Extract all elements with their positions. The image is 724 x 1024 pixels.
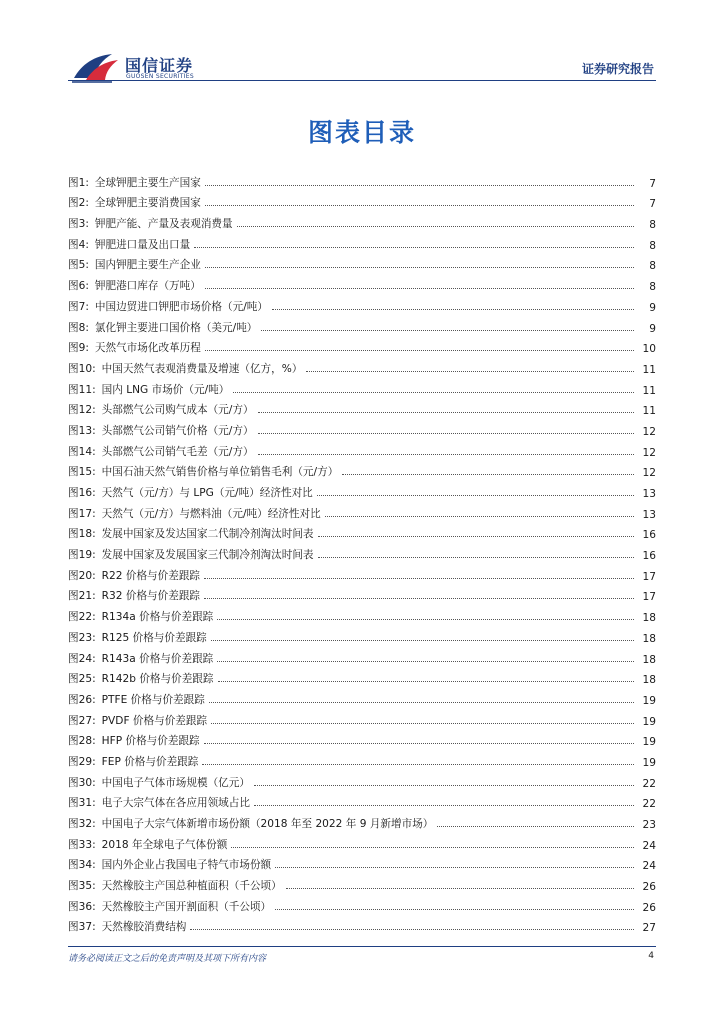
- toc-entry-title: 全球钾肥主要消费国家: [94, 197, 201, 210]
- toc-entry-leader: [205, 204, 634, 206]
- toc-entry[interactable]: [68, 790, 656, 811]
- toc-entry-page: 11: [642, 384, 656, 397]
- toc-entry-page: 18: [642, 632, 656, 645]
- toc-entry-label: 图11:: [68, 383, 96, 396]
- toc-entry-leader: [190, 928, 634, 930]
- toc-entry-leader: [272, 308, 634, 310]
- toc-entry[interactable]: [68, 231, 656, 252]
- toc-entry-label: 图1:: [68, 176, 89, 189]
- toc-entry-title: 国内 LNG 市场价（元/吨）: [101, 383, 230, 396]
- toc-entry-leader: [258, 453, 634, 455]
- toc-entry-page: 7: [649, 198, 656, 211]
- header-divider: [68, 80, 656, 81]
- toc-entry-page: 19: [642, 715, 656, 728]
- toc-entry-label: 图31:: [68, 797, 96, 810]
- guosen-logo-mark-icon: [72, 50, 120, 84]
- toc-entry-label: 图27:: [68, 714, 96, 727]
- toc-entry-leader: [233, 391, 634, 393]
- toc-entry-title: 中国天然气表观消费量及增速（亿方，%）: [101, 362, 303, 375]
- toc-entry-title: 头部燃气公司销气毛差（元/方）: [101, 445, 254, 458]
- toc-entry-page: 8: [649, 239, 656, 252]
- toc-entry[interactable]: [68, 459, 656, 480]
- toc-entry[interactable]: [68, 541, 656, 562]
- toc-entry[interactable]: [68, 335, 656, 356]
- guosen-logo: [72, 50, 232, 84]
- toc-entry[interactable]: [68, 438, 656, 459]
- toc-entry-label: 图4:: [68, 238, 89, 251]
- toc-entry-title: 全球钾肥主要生产国家: [94, 176, 201, 189]
- toc-entry-title: PVDF 价格与价差跟踪: [101, 714, 208, 727]
- toc-entry[interactable]: [68, 686, 656, 707]
- toc-entry-label: 图24:: [68, 652, 96, 665]
- toc-entry-page: 12: [642, 425, 656, 438]
- toc-entry-title: R125 价格与价差跟踪: [101, 631, 207, 644]
- toc-entry-title: PTFE 价格与价差跟踪: [101, 693, 205, 706]
- toc-entry-title: 钾肥港口库存（万吨）: [94, 280, 201, 293]
- toc-entry-leader: [209, 701, 634, 703]
- toc-entry-leader: [205, 349, 634, 351]
- page-title: 图表目录: [307, 118, 416, 147]
- toc-entry[interactable]: [68, 914, 656, 935]
- toc-entry-leader: [205, 184, 634, 186]
- toc-entry-label: 图20:: [68, 569, 96, 582]
- toc-entry-leader: [275, 866, 634, 868]
- toc-entry[interactable]: [68, 769, 656, 790]
- toc-entry-title: 天然橡胶主产国总种植面积（千公顷）: [101, 880, 282, 893]
- toc-entry[interactable]: [68, 810, 656, 831]
- toc-entry-label: 图9:: [68, 342, 89, 355]
- toc-entry-leader: [218, 680, 635, 682]
- toc-entry-page: 12: [642, 467, 656, 480]
- toc-entry-leader: [202, 763, 634, 765]
- toc-entry-leader: [317, 494, 634, 496]
- toc-entry-leader: [254, 784, 634, 786]
- toc-entry-leader: [258, 411, 634, 413]
- toc-entry-label: 图19:: [68, 549, 96, 562]
- toc-entry-leader: [211, 722, 634, 724]
- toc-entry[interactable]: [68, 169, 656, 190]
- toc-entry[interactable]: [68, 748, 656, 769]
- toc-entry-leader: [204, 577, 634, 579]
- figure-list: [68, 169, 656, 934]
- toc-entry-title: 天然气市场化改革历程: [94, 342, 201, 355]
- toc-entry-label: 图5:: [68, 259, 89, 272]
- toc-entry-page: 9: [649, 301, 656, 314]
- toc-entry-page: 23: [642, 819, 656, 831]
- toc-entry-page: 24: [642, 839, 656, 852]
- toc-entry-page: 19: [642, 694, 656, 707]
- toc-entry[interactable]: [68, 562, 656, 583]
- toc-entry-label: 图33:: [68, 838, 96, 851]
- toc-entry-page: 8: [649, 260, 656, 273]
- toc-entry-label: 图14:: [68, 445, 96, 458]
- toc-entry-page: 27: [642, 922, 656, 935]
- toc-entry[interactable]: [68, 645, 656, 666]
- report-type-label: 证券研究报告: [581, 62, 654, 76]
- toc-entry[interactable]: [68, 293, 656, 314]
- toc-entry[interactable]: [68, 893, 656, 914]
- toc-entry[interactable]: [68, 831, 656, 852]
- toc-entry-label: 图25:: [68, 673, 96, 686]
- toc-entry-page: 12: [642, 446, 656, 459]
- toc-entry-label: 图29:: [68, 755, 96, 768]
- toc-entry-page: 18: [642, 674, 656, 687]
- toc-entry[interactable]: [68, 417, 656, 438]
- toc-entry-label: 图22:: [68, 611, 96, 624]
- toc-entry-page: 24: [642, 860, 656, 873]
- toc-entry[interactable]: [68, 397, 656, 418]
- toc-entry-title: 中国边贸进口钾肥市场价格（元/吨）: [94, 300, 268, 313]
- toc-entry-page: 9: [649, 322, 656, 335]
- toc-entry-title: FEP 价格与价差跟踪: [101, 755, 199, 768]
- toc-entry-leader: [318, 535, 634, 537]
- toc-entry-page: 26: [642, 881, 656, 894]
- toc-entry-page: 26: [642, 901, 656, 914]
- toc-entry[interactable]: [68, 521, 656, 542]
- footer-disclaimer: 请务必阅读正文之后的免责声明及其项下所有内容: [68, 954, 267, 964]
- toc-entry-label: 图13:: [68, 424, 96, 437]
- toc-entry-leader: [194, 246, 634, 248]
- page-number: 4: [648, 951, 654, 961]
- footer-divider: [68, 946, 656, 947]
- toc-entry-title: 天然橡胶主产国开割面积（千公顷）: [101, 900, 272, 913]
- toc-entry-page: 10: [642, 343, 656, 356]
- toc-entry-label: 图21:: [68, 590, 96, 603]
- toc-entry-label: 图18:: [68, 528, 96, 541]
- toc-entry-title: R143a 价格与价差跟踪: [101, 652, 214, 665]
- toc-entry-title: 电子大宗气体在各应用领域占比: [101, 797, 250, 810]
- toc-entry-leader: [205, 266, 634, 268]
- toc-entry-label: 图34:: [68, 859, 96, 872]
- toc-entry-label: 图23:: [68, 631, 96, 644]
- toc-entry-title: 发展中国家及发达国家二代制冷剂淘汰时间表: [101, 528, 314, 541]
- toc-entry-leader: [211, 639, 634, 641]
- toc-entry-page: 19: [642, 756, 656, 769]
- toc-entry-label: 图6:: [68, 280, 89, 293]
- toc-entry-page: 22: [642, 798, 656, 811]
- toc-entry-label: 图15:: [68, 466, 96, 479]
- toc-entry-leader: [205, 287, 634, 289]
- toc-entry-page: 17: [642, 570, 656, 583]
- toc-entry-title: 钾肥进口量及出口量: [94, 238, 191, 251]
- toc-entry[interactable]: [68, 190, 656, 211]
- toc-entry-label: 图8:: [68, 321, 89, 334]
- toc-entry-leader: [325, 515, 634, 517]
- toc-entry-leader: [231, 846, 634, 848]
- toc-entry[interactable]: [68, 314, 656, 335]
- toc-entry-label: 图28:: [68, 735, 96, 748]
- toc-entry-title: 国内钾肥主要生产企业: [94, 259, 201, 272]
- toc-entry-label: 图37:: [68, 921, 96, 934]
- toc-entry[interactable]: [68, 603, 656, 624]
- toc-entry[interactable]: [68, 355, 656, 376]
- toc-entry[interactable]: [68, 500, 656, 521]
- toc-entry-page: 16: [642, 529, 656, 542]
- toc-entry-leader: [204, 742, 634, 744]
- toc-entry-label: 图2:: [68, 197, 89, 210]
- toc-entry[interactable]: [68, 852, 656, 873]
- toc-entry[interactable]: [68, 376, 656, 397]
- toc-entry-page: 16: [642, 550, 656, 563]
- toc-entry-leader: [261, 329, 634, 331]
- toc-entry-title: R32 价格与价差跟踪: [101, 590, 201, 603]
- toc-entry-leader: [217, 618, 634, 620]
- toc-entry-title: 2018 年全球电子气体份额: [101, 838, 228, 851]
- toc-entry-title: 头部燃气公司销气价格（元/方）: [101, 424, 254, 437]
- toc-entry-page: 13: [642, 508, 656, 521]
- toc-entry-title: 国内外企业占我国电子特气市场份额: [101, 859, 272, 872]
- toc-entry-page: 11: [642, 363, 656, 376]
- toc-entry-page: 22: [642, 777, 656, 790]
- toc-entry-title: 中国电子大宗气体新增市场份额（2018 年至 2022 年 9 月新增市场）: [101, 818, 434, 830]
- toc-entry-leader: [237, 225, 634, 227]
- toc-entry-label: 图10:: [68, 362, 96, 375]
- toc-entry-leader: [258, 432, 634, 434]
- page-header: [0, 0, 724, 90]
- toc-entry-label: 图3:: [68, 218, 89, 231]
- toc-entry[interactable]: [68, 210, 656, 231]
- toc-entry-page: 18: [642, 612, 656, 625]
- toc-entry[interactable]: [68, 872, 656, 893]
- toc-entry-page: 11: [642, 405, 656, 418]
- toc-entry-label: 图36:: [68, 900, 96, 913]
- toc-entry-title: 天然气（元/方）与燃料油（元/吨）经济性对比: [101, 507, 321, 520]
- toc-entry-title: R134a 价格与价差跟踪: [101, 611, 214, 624]
- logo-chinese-name: 国信证券: [125, 56, 194, 75]
- toc-entry-title: R142b 价格与价差跟踪: [101, 673, 214, 686]
- toc-entry[interactable]: [68, 624, 656, 645]
- toc-entry[interactable]: [68, 479, 656, 500]
- toc-entry-page: 13: [642, 488, 656, 500]
- toc-entry-page: 8: [649, 281, 656, 294]
- toc-entry-label: 图32:: [68, 818, 96, 830]
- toc-entry[interactable]: [68, 252, 656, 273]
- toc-entry-title: R22 价格与价差跟踪: [101, 569, 201, 582]
- toc-entry-title: 钾肥产能、产量及表观消费量: [94, 218, 233, 231]
- toc-entry-title: 天然气（元/方）与 LPG（元/吨）经济性对比: [101, 487, 313, 499]
- toc-entry-leader: [437, 825, 634, 827]
- toc-entry-title: 中国石油天然气销售价格与单位销售毛利（元/方）: [101, 466, 339, 479]
- toc-entry-leader: [275, 908, 634, 910]
- toc-entry-label: 图17:: [68, 507, 96, 520]
- toc-entry[interactable]: [68, 583, 656, 604]
- toc-entry-leader: [306, 370, 634, 372]
- toc-entry-label: 图12:: [68, 404, 96, 417]
- toc-entry-label: 图16:: [68, 487, 96, 499]
- toc-entry-title: 天然橡胶消费结构: [101, 921, 187, 934]
- toc-entry-title: 氯化钾主要进口国价格（美元/吨）: [94, 321, 258, 334]
- toc-entry-leader: [254, 804, 634, 806]
- toc-entry[interactable]: [68, 728, 656, 749]
- toc-entry-page: 18: [642, 653, 656, 666]
- toc-entry-title: HFP 价格与价差跟踪: [101, 735, 200, 748]
- toc-entry-title: 发展中国家及发展国家三代制冷剂淘汰时间表: [101, 549, 314, 562]
- toc-entry-page: 7: [649, 177, 656, 190]
- logo-english-name: GUOSEN SECURITIES: [126, 73, 195, 80]
- toc-entry-label: 图7:: [68, 300, 89, 313]
- toc-entry[interactable]: [68, 272, 656, 293]
- toc-entry-leader: [342, 473, 634, 475]
- toc-entry-leader: [204, 597, 634, 599]
- toc-entry-label: 图30:: [68, 776, 96, 789]
- toc-entry-page: 8: [649, 219, 656, 232]
- toc-entry-page: 19: [642, 736, 656, 749]
- toc-entry[interactable]: [68, 707, 656, 728]
- toc-entry-title: 中国电子气体市场规模（亿元）: [101, 776, 250, 789]
- toc-entry-leader: [286, 887, 634, 889]
- toc-entry-title: 头部燃气公司购气成本（元/方）: [101, 404, 254, 417]
- toc-entry-label: 图26:: [68, 693, 96, 706]
- toc-entry-leader: [318, 556, 634, 558]
- toc-entry-leader: [217, 660, 634, 662]
- toc-entry-label: 图35:: [68, 880, 96, 893]
- toc-entry[interactable]: [68, 666, 656, 687]
- toc-entry-page: 17: [642, 591, 656, 604]
